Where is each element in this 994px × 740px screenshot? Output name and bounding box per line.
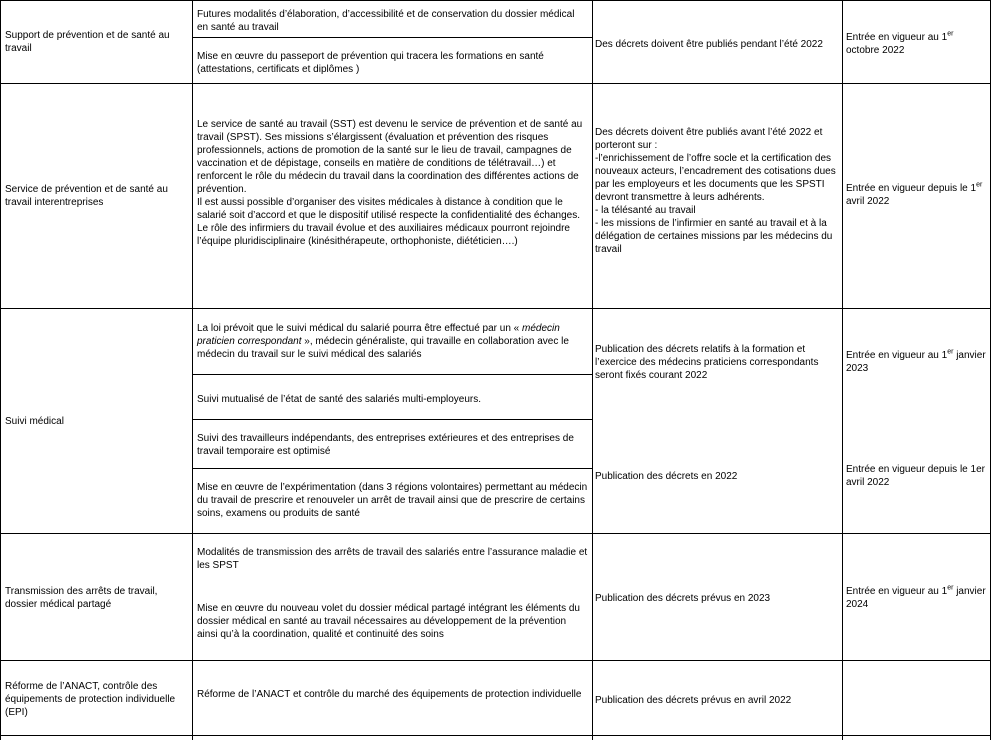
effective-date-cell: Entrée en vigueur au 1er janvier 2023 <box>846 348 986 374</box>
decree-cell: Publication des décrets relatifs à la formation et l’exercice des médecins praticiens correspondants seront fixés courant 2022 <box>595 344 819 381</box>
measure-cell <box>197 118 589 248</box>
grid-line <box>192 0 193 740</box>
measure-cell: Mise en œuvre du nouveau volet du dossier médical partagé intégrant les éléments du dossier médical en santé au travail nécessaires au développement de la prévention ainsi qu’à la coordination, qualité et continuité des soins <box>197 603 580 640</box>
grid-line <box>0 660 991 661</box>
grid-line <box>192 374 593 375</box>
decree-cell: Publication des décrets prévus en 2023 <box>595 593 771 604</box>
grid-line <box>0 83 991 84</box>
decree-cell: Publication des décrets en 2022 <box>595 471 738 482</box>
grid-line <box>842 0 843 740</box>
theme-cell: Support de prévention et de santé au travail <box>5 30 170 54</box>
measure-cell: Mise en œuvre de l’expérimentation (dans 3 régions volontaires) permettant au médecin du travail de prescrire et renouveler un arrêt de travail ainsi que de prescrire de certains soins, examens ou produits de santé <box>197 482 588 519</box>
measure-paragraph: Le rôle des infirmiers du travail évolue et des auxiliaires médicaux pourront rejoindre l’équipe pluridisciplinaire (kinésithérapeute, orthophoniste, diététicien….) <box>197 223 570 247</box>
grid-line <box>592 0 593 740</box>
grid-line <box>192 37 593 38</box>
measure-paragraph: Il est aussi possible d’organiser des visites médicales à distance à condition que le salarié soit d’accord et que le dispositif utilisé respecte la confidentialité des échanges. <box>197 197 580 221</box>
grid-line <box>192 468 593 469</box>
grid-line <box>192 419 593 420</box>
effective-date-cell: Entrée en vigueur depuis le 1er avril 2022 <box>846 181 983 207</box>
grid-line <box>0 533 991 534</box>
measure-cell: Modalités de transmission des arrêts de travail des salariés entre l’assurance maladie et les SPST <box>197 547 588 571</box>
decree-cell: Des décrets doivent être publiés avant l’été 2022 et porteront sur : -l’enrichissement de l’offre socle et la certification des nouveaux acteurs, l’encadrement des cotisations dues par les employeurs et les documents que les SPSTI devront transmettre à leurs adhérents. - la télésanté au travail - les missions de l’infirmier en santé au travail et à la délégation de certaines missions par les médecins du travail <box>595 127 836 255</box>
grid-line <box>0 0 1 740</box>
measure-cell: Mise en œuvre du passeport de prévention qui tracera les formations en santé (attestations, certificats et diplômes ) <box>197 51 544 75</box>
grid-line <box>0 735 991 736</box>
effective-date-cell: Entrée en vigueur depuis le 1er avril 2022 <box>846 464 985 488</box>
theme-cell: Transmission des arrêts de travail, dossier médical partagé <box>5 586 158 610</box>
measure-cell: Futures modalités d’élaboration, d’accessibilité et de conservation du dossier médical en santé au travail <box>197 9 575 33</box>
theme-cell: Réforme de l’ANACT, contrôle des équipements de protection individuelle (EPI) <box>5 681 176 718</box>
measure-paragraph: Le service de santé au travail (SST) est devenu le service de prévention et de santé au travail (SPST). Ses missions s’élargissent (évaluation et prévention des risques professionnels, actions de promotion de la santé sur le lieu de travail, campagnes de vaccination et de dépistage, conseils en matière de conditions de télétravail…) et renforcent le rôle du médecin du travail dans la coordination des différentes actions de prévention. <box>197 119 583 195</box>
effective-date-cell: Entrée en vigueur au 1er janvier 2024 <box>846 584 986 610</box>
decree-cell: Publication des décrets prévus en avril 2022 <box>595 695 792 706</box>
theme-cell: Service de prévention et de santé au travail interentreprises <box>5 184 168 208</box>
theme-cell: Suivi médical <box>5 416 64 427</box>
grid-line <box>0 308 991 309</box>
measure-cell: Réforme de l’ANACT et contrôle du marché des équipements de protection individuelle <box>197 689 582 700</box>
effective-date-cell: Entrée en vigueur au 1er octobre 2022 <box>846 30 954 56</box>
measure-cell: Suivi des travailleurs indépendants, des entreprises extérieures et des entreprises de travail temporaire est optimisé <box>197 433 574 457</box>
grid-line <box>990 0 991 740</box>
grid-line <box>0 0 991 1</box>
decree-cell: Des décrets doivent être publiés pendant l’été 2022 <box>595 39 823 50</box>
measure-cell: La loi prévoit que le suivi médical du salarié pourra être effectué par un « médecin praticien correspondant », médecin généraliste, qui travaille en collaboration avec le médecin du travail sur le suivi médical des salariés <box>197 323 569 360</box>
measure-cell: Suivi mutualisé de l’état de santé des salariés multi-employeurs. <box>197 394 482 405</box>
